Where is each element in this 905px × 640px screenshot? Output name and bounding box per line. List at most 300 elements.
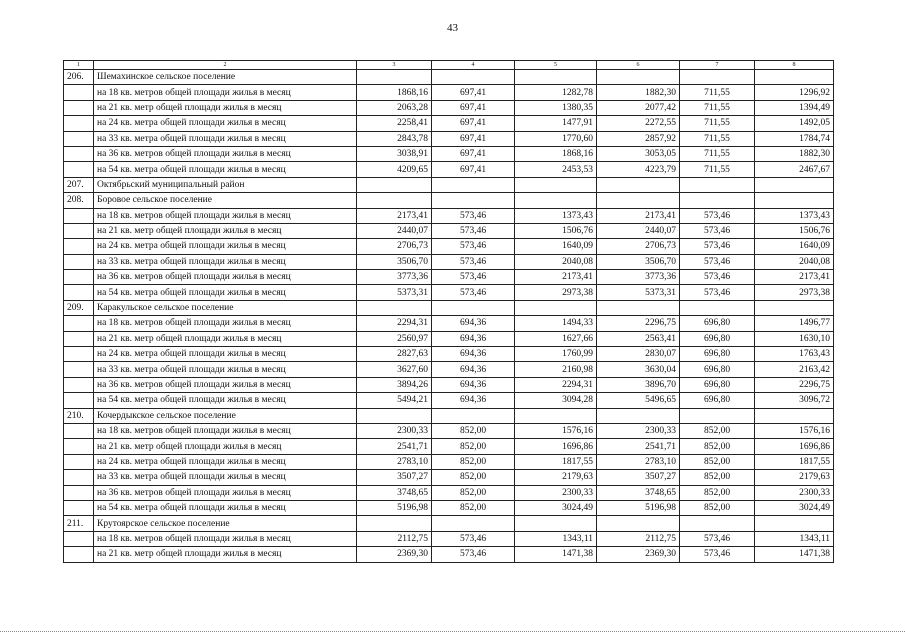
section-row bbox=[64, 177, 834, 192]
value-cell-col3: 1868,16 bbox=[357, 85, 432, 100]
column-header: 8 bbox=[755, 61, 834, 70]
row-description: на 33 кв. метра общей площади жилья в месяц bbox=[94, 470, 357, 485]
table-row bbox=[64, 223, 834, 238]
value-cell-col8: 1763,43 bbox=[755, 347, 834, 362]
empty-cell bbox=[64, 454, 94, 469]
value-cell-col5: 1760,99 bbox=[515, 347, 597, 362]
value-cell-col6: 3896,70 bbox=[597, 377, 680, 392]
value-cell-col3: 2843,78 bbox=[357, 131, 432, 146]
section-title: Октябрьский муниципальный район bbox=[94, 177, 357, 192]
empty-cell bbox=[64, 362, 94, 377]
value-cell-col8: 2973,38 bbox=[755, 285, 834, 300]
empty-cell bbox=[64, 547, 94, 562]
value-cell-col4: 573,46 bbox=[432, 285, 515, 300]
empty-cell bbox=[755, 408, 834, 423]
value-cell-col8: 2296,75 bbox=[755, 377, 834, 392]
value-cell-col4: 852,00 bbox=[432, 454, 515, 469]
value-cell-col5: 1477,91 bbox=[515, 116, 597, 131]
value-cell-col6: 3507,27 bbox=[597, 470, 680, 485]
value-cell-col7: 696,80 bbox=[680, 362, 755, 377]
value-cell-col3: 2783,10 bbox=[357, 454, 432, 469]
value-cell-col6: 3506,70 bbox=[597, 254, 680, 269]
value-cell-col4: 573,46 bbox=[432, 531, 515, 546]
empty-cell bbox=[64, 423, 94, 438]
empty-cell bbox=[755, 300, 834, 315]
column-header: 5 bbox=[515, 61, 597, 70]
value-cell-col6: 2857,92 bbox=[597, 131, 680, 146]
value-cell-col5: 2453,53 bbox=[515, 162, 597, 177]
row-description: на 24 кв. метра общей площади жилья в месяц bbox=[94, 116, 357, 131]
value-cell-col5: 2179,63 bbox=[515, 470, 597, 485]
value-cell-col5: 1343,11 bbox=[515, 531, 597, 546]
value-cell-col5: 1494,33 bbox=[515, 316, 597, 331]
row-description: на 18 кв. метров общей площади жилья в месяц bbox=[94, 423, 357, 438]
value-cell-col5: 2294,31 bbox=[515, 377, 597, 392]
value-cell-col3: 3506,70 bbox=[357, 254, 432, 269]
column-header: 7 bbox=[680, 61, 755, 70]
empty-cell bbox=[432, 516, 515, 531]
value-cell-col4: 573,46 bbox=[432, 270, 515, 285]
value-cell-col8: 1496,77 bbox=[755, 316, 834, 331]
value-cell-col4: 573,46 bbox=[432, 254, 515, 269]
value-cell-col8: 1630,10 bbox=[755, 331, 834, 346]
value-cell-col4: 694,36 bbox=[432, 393, 515, 408]
value-cell-col4: 697,41 bbox=[432, 85, 515, 100]
value-cell-col4: 694,36 bbox=[432, 316, 515, 331]
empty-cell bbox=[64, 377, 94, 392]
value-cell-col5: 1576,16 bbox=[515, 423, 597, 438]
value-cell-col5: 1770,60 bbox=[515, 131, 597, 146]
row-description: на 21 кв. метр общей площади жилья в месяц bbox=[94, 331, 357, 346]
value-cell-col4: 573,46 bbox=[432, 547, 515, 562]
value-cell-col4: 697,41 bbox=[432, 146, 515, 161]
row-description: на 33 кв. метра общей площади жилья в месяц bbox=[94, 254, 357, 269]
value-cell-col8: 3024,49 bbox=[755, 500, 834, 515]
section-title: Каракульское сельское поселение bbox=[94, 300, 357, 315]
value-cell-col7: 852,00 bbox=[680, 500, 755, 515]
value-cell-col3: 5196,98 bbox=[357, 500, 432, 515]
empty-cell bbox=[64, 531, 94, 546]
value-cell-col7: 711,55 bbox=[680, 146, 755, 161]
value-cell-col3: 3748,65 bbox=[357, 485, 432, 500]
value-cell-col5: 1627,66 bbox=[515, 331, 597, 346]
value-cell-col7: 696,80 bbox=[680, 347, 755, 362]
section-row bbox=[64, 70, 834, 85]
empty-cell bbox=[597, 408, 680, 423]
value-cell-col6: 1882,30 bbox=[597, 85, 680, 100]
column-header: 1 bbox=[64, 61, 94, 70]
value-cell-col3: 2173,41 bbox=[357, 208, 432, 223]
column-number-row bbox=[64, 61, 834, 70]
value-cell-col3: 2706,73 bbox=[357, 239, 432, 254]
value-cell-col4: 852,00 bbox=[432, 500, 515, 515]
value-cell-col7: 573,46 bbox=[680, 531, 755, 546]
value-cell-col6: 5196,98 bbox=[597, 500, 680, 515]
value-cell-col4: 852,00 bbox=[432, 423, 515, 438]
value-cell-col5: 2300,33 bbox=[515, 485, 597, 500]
row-description: на 36 кв. метров общей площади жилья в месяц bbox=[94, 146, 357, 161]
value-cell-col6: 2300,33 bbox=[597, 423, 680, 438]
empty-cell bbox=[597, 193, 680, 208]
value-cell-col3: 4209,65 bbox=[357, 162, 432, 177]
empty-cell bbox=[64, 146, 94, 161]
value-cell-col3: 2440,07 bbox=[357, 223, 432, 238]
column-header: 3 bbox=[357, 61, 432, 70]
table-row bbox=[64, 470, 834, 485]
row-description: на 21 кв. метр общей площади жилья в месяц bbox=[94, 439, 357, 454]
page-number: 43 bbox=[447, 22, 458, 34]
empty-cell bbox=[357, 300, 432, 315]
value-cell-col4: 697,41 bbox=[432, 162, 515, 177]
empty-cell bbox=[515, 193, 597, 208]
value-cell-col7: 573,46 bbox=[680, 254, 755, 269]
value-cell-col4: 697,41 bbox=[432, 116, 515, 131]
empty-cell bbox=[64, 116, 94, 131]
empty-cell bbox=[64, 85, 94, 100]
value-cell-col7: 573,46 bbox=[680, 208, 755, 223]
value-cell-col5: 1640,09 bbox=[515, 239, 597, 254]
empty-cell bbox=[680, 193, 755, 208]
empty-cell bbox=[515, 177, 597, 192]
value-cell-col6: 2541,71 bbox=[597, 439, 680, 454]
value-cell-col8: 2467,67 bbox=[755, 162, 834, 177]
value-cell-col7: 852,00 bbox=[680, 439, 755, 454]
value-cell-col5: 2040,08 bbox=[515, 254, 597, 269]
row-description: на 33 кв. метра общей площади жилья в месяц bbox=[94, 131, 357, 146]
value-cell-col6: 2440,07 bbox=[597, 223, 680, 238]
section-number: 209. bbox=[64, 300, 94, 315]
value-cell-col7: 696,80 bbox=[680, 331, 755, 346]
value-cell-col5: 2173,41 bbox=[515, 270, 597, 285]
value-cell-col6: 2783,10 bbox=[597, 454, 680, 469]
table-row bbox=[64, 347, 834, 362]
value-cell-col5: 2160,98 bbox=[515, 362, 597, 377]
value-cell-col8: 1492,05 bbox=[755, 116, 834, 131]
value-cell-col4: 573,46 bbox=[432, 223, 515, 238]
empty-cell bbox=[432, 193, 515, 208]
section-number: 207. bbox=[64, 177, 94, 192]
section-title: Крутоярское сельское поселение bbox=[94, 516, 357, 531]
value-cell-col3: 3627,60 bbox=[357, 362, 432, 377]
empty-cell bbox=[64, 500, 94, 515]
empty-cell bbox=[64, 485, 94, 500]
column-header: 4 bbox=[432, 61, 515, 70]
table-row bbox=[64, 423, 834, 438]
table-row bbox=[64, 285, 834, 300]
empty-cell bbox=[680, 408, 755, 423]
value-cell-col6: 3053,05 bbox=[597, 146, 680, 161]
table-row bbox=[64, 254, 834, 269]
section-row bbox=[64, 300, 834, 315]
value-cell-col8: 1394,49 bbox=[755, 100, 834, 115]
value-cell-col8: 1373,43 bbox=[755, 208, 834, 223]
empty-cell bbox=[755, 70, 834, 85]
value-cell-col8: 3096,72 bbox=[755, 393, 834, 408]
table-row bbox=[64, 116, 834, 131]
value-cell-col4: 573,46 bbox=[432, 239, 515, 254]
section-number: 208. bbox=[64, 193, 94, 208]
empty-cell bbox=[64, 131, 94, 146]
value-cell-col5: 1817,55 bbox=[515, 454, 597, 469]
tariff-table bbox=[63, 60, 834, 563]
empty-cell bbox=[64, 285, 94, 300]
value-cell-col3: 2560,97 bbox=[357, 331, 432, 346]
value-cell-col6: 2706,73 bbox=[597, 239, 680, 254]
value-cell-col5: 1282,78 bbox=[515, 85, 597, 100]
table-row bbox=[64, 439, 834, 454]
empty-cell bbox=[515, 300, 597, 315]
section-row bbox=[64, 516, 834, 531]
value-cell-col8: 1471,38 bbox=[755, 547, 834, 562]
empty-cell bbox=[357, 193, 432, 208]
value-cell-col3: 3894,26 bbox=[357, 377, 432, 392]
table-row bbox=[64, 100, 834, 115]
empty-cell bbox=[64, 239, 94, 254]
empty-cell bbox=[755, 193, 834, 208]
table-row bbox=[64, 131, 834, 146]
empty-cell bbox=[64, 162, 94, 177]
value-cell-col6: 2173,41 bbox=[597, 208, 680, 223]
value-cell-col7: 573,46 bbox=[680, 285, 755, 300]
table-row bbox=[64, 331, 834, 346]
value-cell-col8: 2173,41 bbox=[755, 270, 834, 285]
value-cell-col7: 573,46 bbox=[680, 239, 755, 254]
column-header: 6 bbox=[597, 61, 680, 70]
value-cell-col3: 2369,30 bbox=[357, 547, 432, 562]
row-description: на 18 кв. метров общей площади жилья в месяц bbox=[94, 316, 357, 331]
value-cell-col7: 711,55 bbox=[680, 162, 755, 177]
value-cell-col3: 2541,71 bbox=[357, 439, 432, 454]
row-description: на 24 кв. метра общей площади жилья в месяц bbox=[94, 347, 357, 362]
empty-cell bbox=[597, 300, 680, 315]
value-cell-col8: 1640,09 bbox=[755, 239, 834, 254]
empty-cell bbox=[515, 516, 597, 531]
scan-edge-line bbox=[0, 631, 905, 632]
value-cell-col8: 1696,86 bbox=[755, 439, 834, 454]
table-row bbox=[64, 377, 834, 392]
value-cell-col6: 5496,65 bbox=[597, 393, 680, 408]
value-cell-col5: 1506,76 bbox=[515, 223, 597, 238]
table-row bbox=[64, 393, 834, 408]
value-cell-col5: 3094,28 bbox=[515, 393, 597, 408]
value-cell-col6: 2369,30 bbox=[597, 547, 680, 562]
empty-cell bbox=[64, 470, 94, 485]
table-row bbox=[64, 270, 834, 285]
row-description: на 24 кв. метра общей площади жилья в месяц bbox=[94, 239, 357, 254]
value-cell-col3: 3038,91 bbox=[357, 146, 432, 161]
value-cell-col3: 2827,63 bbox=[357, 347, 432, 362]
table-row bbox=[64, 500, 834, 515]
value-cell-col7: 573,46 bbox=[680, 547, 755, 562]
row-description: на 24 кв. метра общей площади жилья в месяц bbox=[94, 454, 357, 469]
value-cell-col6: 2296,75 bbox=[597, 316, 680, 331]
value-cell-col8: 1296,92 bbox=[755, 85, 834, 100]
value-cell-col3: 2112,75 bbox=[357, 531, 432, 546]
value-cell-col3: 2300,33 bbox=[357, 423, 432, 438]
value-cell-col5: 3024,49 bbox=[515, 500, 597, 515]
table-row bbox=[64, 162, 834, 177]
value-cell-col7: 711,55 bbox=[680, 131, 755, 146]
value-cell-col8: 2300,33 bbox=[755, 485, 834, 500]
section-number: 211. bbox=[64, 516, 94, 531]
row-description: на 21 кв. метр общей площади жилья в месяц bbox=[94, 100, 357, 115]
empty-cell bbox=[432, 300, 515, 315]
value-cell-col7: 852,00 bbox=[680, 485, 755, 500]
empty-cell bbox=[597, 70, 680, 85]
value-cell-col7: 696,80 bbox=[680, 377, 755, 392]
section-row bbox=[64, 193, 834, 208]
value-cell-col8: 2179,63 bbox=[755, 470, 834, 485]
row-description: на 54 кв. метра общей площади жилья в месяц bbox=[94, 162, 357, 177]
value-cell-col4: 697,41 bbox=[432, 100, 515, 115]
value-cell-col7: 852,00 bbox=[680, 470, 755, 485]
row-description: на 21 кв. метр общей площади жилья в месяц bbox=[94, 223, 357, 238]
value-cell-col4: 852,00 bbox=[432, 439, 515, 454]
empty-cell bbox=[432, 70, 515, 85]
empty-cell bbox=[680, 70, 755, 85]
section-number: 206. bbox=[64, 70, 94, 85]
value-cell-col7: 573,46 bbox=[680, 270, 755, 285]
empty-cell bbox=[755, 177, 834, 192]
value-cell-col6: 2830,07 bbox=[597, 347, 680, 362]
row-description: на 36 кв. метров общей площади жилья в месяц bbox=[94, 377, 357, 392]
empty-cell bbox=[680, 300, 755, 315]
empty-cell bbox=[755, 516, 834, 531]
empty-cell bbox=[64, 270, 94, 285]
section-row bbox=[64, 408, 834, 423]
value-cell-col4: 573,46 bbox=[432, 208, 515, 223]
value-cell-col8: 1506,76 bbox=[755, 223, 834, 238]
value-cell-col3: 2063,28 bbox=[357, 100, 432, 115]
value-cell-col4: 694,36 bbox=[432, 377, 515, 392]
value-cell-col3: 2294,31 bbox=[357, 316, 432, 331]
row-description: на 54 кв. метра общей площади жилья в месяц bbox=[94, 285, 357, 300]
value-cell-col3: 5373,31 bbox=[357, 285, 432, 300]
value-cell-col5: 1696,86 bbox=[515, 439, 597, 454]
value-cell-col3: 3773,36 bbox=[357, 270, 432, 285]
empty-cell bbox=[597, 516, 680, 531]
empty-cell bbox=[680, 177, 755, 192]
empty-cell bbox=[64, 100, 94, 115]
row-description: на 36 кв. метров общей площади жилья в месяц bbox=[94, 270, 357, 285]
value-cell-col7: 696,80 bbox=[680, 393, 755, 408]
empty-cell bbox=[64, 393, 94, 408]
table-row bbox=[64, 531, 834, 546]
table-row bbox=[64, 239, 834, 254]
value-cell-col7: 852,00 bbox=[680, 454, 755, 469]
empty-cell bbox=[357, 516, 432, 531]
value-cell-col6: 2077,42 bbox=[597, 100, 680, 115]
section-title: Шемахинское сельское поселение bbox=[94, 70, 357, 85]
row-description: на 18 кв. метров общей площади жилья в месяц bbox=[94, 531, 357, 546]
value-cell-col6: 3630,04 bbox=[597, 362, 680, 377]
empty-cell bbox=[64, 347, 94, 362]
value-cell-col4: 694,36 bbox=[432, 331, 515, 346]
row-description: на 21 кв. метр общей площади жилья в месяц bbox=[94, 547, 357, 562]
row-description: на 18 кв. метров общей площади жилья в месяц bbox=[94, 85, 357, 100]
value-cell-col5: 1380,35 bbox=[515, 100, 597, 115]
value-cell-col6: 4223,79 bbox=[597, 162, 680, 177]
value-cell-col7: 711,55 bbox=[680, 116, 755, 131]
value-cell-col6: 5373,31 bbox=[597, 285, 680, 300]
column-header: 2 bbox=[94, 61, 357, 70]
value-cell-col4: 694,36 bbox=[432, 347, 515, 362]
value-cell-col3: 5494,21 bbox=[357, 393, 432, 408]
empty-cell bbox=[357, 177, 432, 192]
empty-cell bbox=[357, 70, 432, 85]
value-cell-col7: 711,55 bbox=[680, 100, 755, 115]
table-row bbox=[64, 362, 834, 377]
table-row bbox=[64, 454, 834, 469]
value-cell-col4: 852,00 bbox=[432, 485, 515, 500]
row-description: на 54 кв. метра общей площади жилья в месяц bbox=[94, 393, 357, 408]
value-cell-col8: 2040,08 bbox=[755, 254, 834, 269]
empty-cell bbox=[64, 316, 94, 331]
table-row bbox=[64, 146, 834, 161]
table-row bbox=[64, 485, 834, 500]
value-cell-col6: 2112,75 bbox=[597, 531, 680, 546]
value-cell-col5: 1868,16 bbox=[515, 146, 597, 161]
section-title: Кочердыкское сельское поселение bbox=[94, 408, 357, 423]
value-cell-col8: 1817,55 bbox=[755, 454, 834, 469]
table-body bbox=[64, 70, 834, 563]
value-cell-col8: 1343,11 bbox=[755, 531, 834, 546]
table-row bbox=[64, 85, 834, 100]
value-cell-col5: 1373,43 bbox=[515, 208, 597, 223]
empty-cell bbox=[357, 408, 432, 423]
value-cell-col8: 1784,74 bbox=[755, 131, 834, 146]
row-description: на 33 кв. метра общей площади жилья в месяц bbox=[94, 362, 357, 377]
row-description: на 36 кв. метров общей площади жилья в месяц bbox=[94, 485, 357, 500]
value-cell-col5: 1471,38 bbox=[515, 547, 597, 562]
empty-cell bbox=[64, 254, 94, 269]
empty-cell bbox=[515, 70, 597, 85]
value-cell-col3: 2258,41 bbox=[357, 116, 432, 131]
value-cell-col6: 2563,41 bbox=[597, 331, 680, 346]
section-title: Боровое сельское поселение bbox=[94, 193, 357, 208]
value-cell-col3: 3507,27 bbox=[357, 470, 432, 485]
table-row bbox=[64, 208, 834, 223]
table-row bbox=[64, 316, 834, 331]
table-row bbox=[64, 547, 834, 562]
value-cell-col4: 694,36 bbox=[432, 362, 515, 377]
empty-cell bbox=[432, 177, 515, 192]
empty-cell bbox=[64, 208, 94, 223]
row-description: на 18 кв. метров общей площади жилья в месяц bbox=[94, 208, 357, 223]
value-cell-col5: 2973,38 bbox=[515, 285, 597, 300]
value-cell-col4: 697,41 bbox=[432, 131, 515, 146]
value-cell-col4: 852,00 bbox=[432, 470, 515, 485]
empty-cell bbox=[597, 177, 680, 192]
empty-cell bbox=[515, 408, 597, 423]
value-cell-col8: 1882,30 bbox=[755, 146, 834, 161]
value-cell-col7: 711,55 bbox=[680, 85, 755, 100]
value-cell-col6: 2272,55 bbox=[597, 116, 680, 131]
row-description: на 54 кв. метра общей площади жилья в месяц bbox=[94, 500, 357, 515]
value-cell-col7: 696,80 bbox=[680, 316, 755, 331]
section-number: 210. bbox=[64, 408, 94, 423]
empty-cell bbox=[680, 516, 755, 531]
value-cell-col7: 573,46 bbox=[680, 223, 755, 238]
empty-cell bbox=[64, 439, 94, 454]
value-cell-col8: 2163,42 bbox=[755, 362, 834, 377]
value-cell-col6: 3773,36 bbox=[597, 270, 680, 285]
value-cell-col8: 1576,16 bbox=[755, 423, 834, 438]
value-cell-col7: 852,00 bbox=[680, 423, 755, 438]
empty-cell bbox=[64, 223, 94, 238]
value-cell-col6: 3748,65 bbox=[597, 485, 680, 500]
empty-cell bbox=[432, 408, 515, 423]
